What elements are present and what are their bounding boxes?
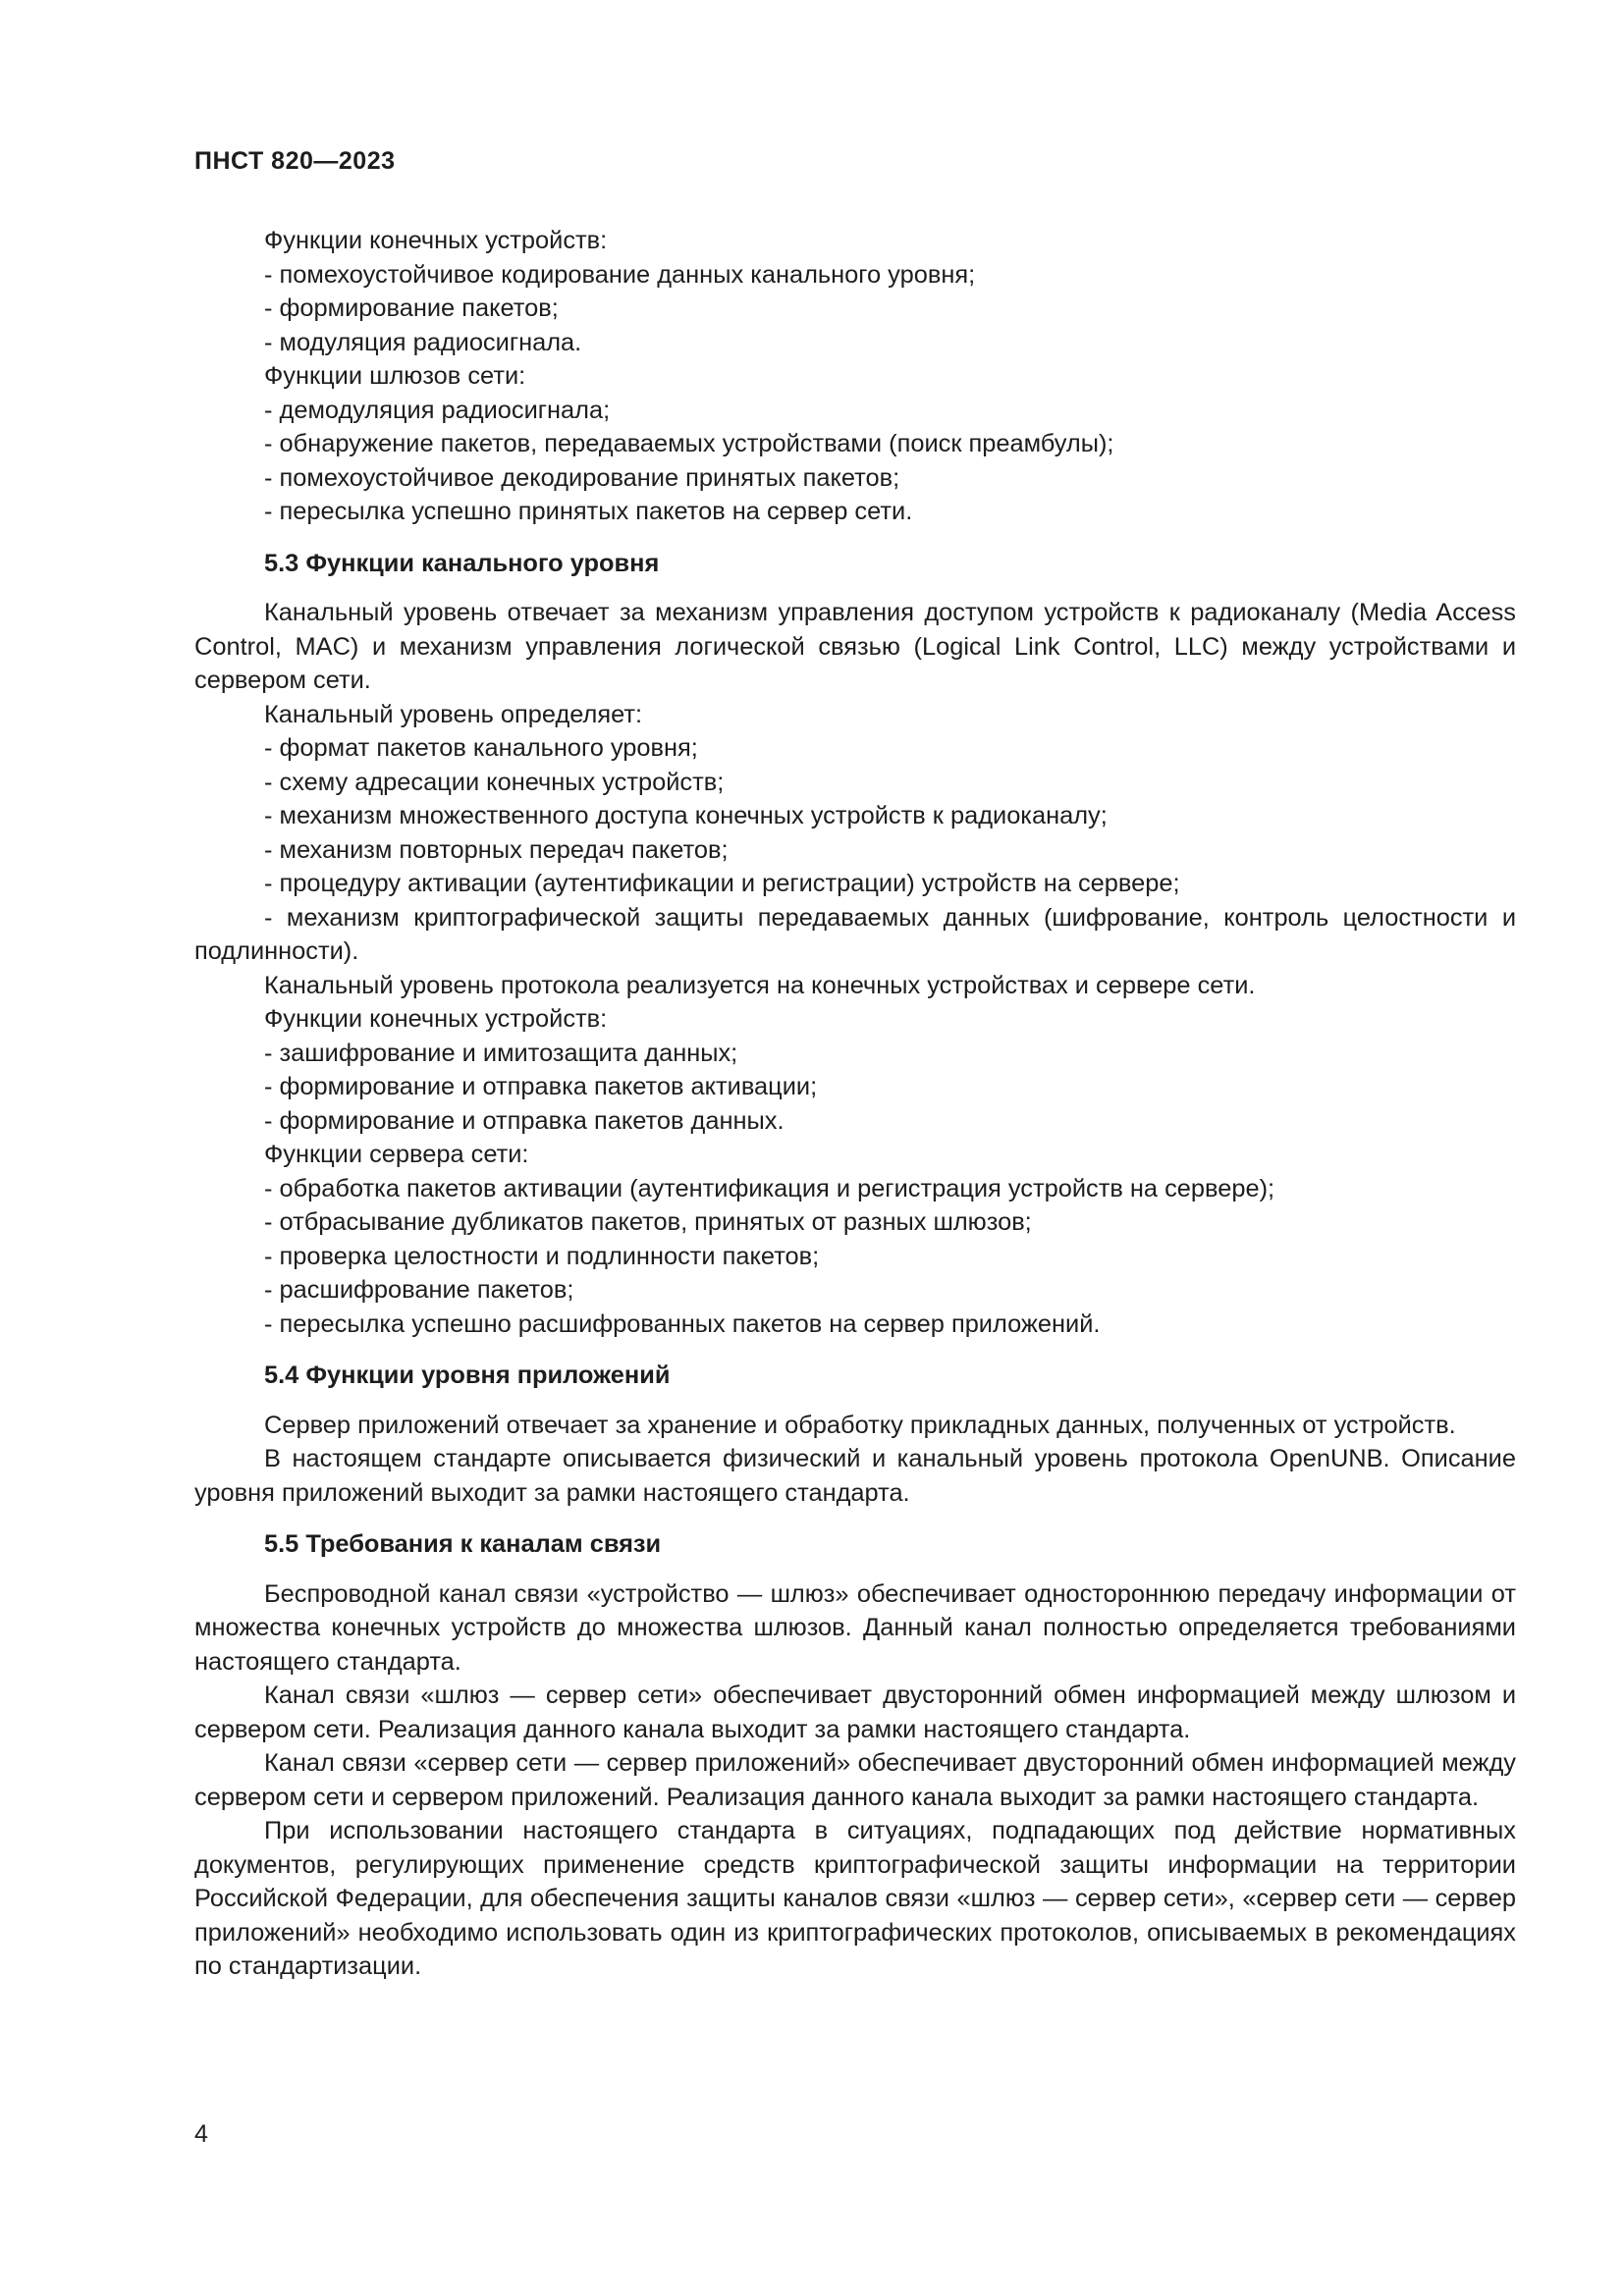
list-item: - формат пакетов канального уровня; <box>264 734 698 762</box>
section-heading-5-3: 5.3 Функции канального уровня <box>264 549 660 577</box>
list-item: - модуляция радиосигнала. <box>264 328 582 356</box>
gateways-functions-title: Функции шлюзов сети: <box>264 362 526 390</box>
list-item: - пересылка успешно расшифрованных пакетов на сервер приложений. <box>264 1309 1101 1338</box>
list-item: - механизм криптографической защиты передаваемых данных (шифрование, контроль целостности и подлинности). <box>194 903 1516 965</box>
list-item: - механизм повторных передач пакетов; <box>264 835 729 864</box>
list-item: - формирование и отправка пакетов данных. <box>264 1106 785 1135</box>
paragraph: В настоящем стандарте описывается физический и канальный уровень протокола OpenUNB. Описание уровня приложений выходит за рамки настоящего стандарта. <box>194 1445 1516 1507</box>
list-item: - помехоустойчивое кодирование данных канального уровня; <box>264 260 976 289</box>
list-item: - формирование пакетов; <box>264 294 559 322</box>
list-item: - проверка целостности и подлинности пакетов; <box>264 1242 820 1270</box>
list-item: - процедуру активации (аутентификации и регистрации) устройств на сервере; <box>264 870 1180 897</box>
list-item: - формирование и отправка пакетов активации; <box>264 1073 818 1100</box>
paragraph: Канальный уровень определяет: <box>264 700 643 728</box>
page-number: 4 <box>194 2120 208 2148</box>
section-heading-5-4: 5.4 Функции уровня приложений <box>264 1362 671 1389</box>
paragraph: Канальный уровень протокола реализуется на конечных устройствах и сервере сети. <box>264 971 1256 999</box>
document-body <box>194 224 1516 1984</box>
paragraph: Сервер приложений отвечает за хранение и обработку прикладных данных, полученных от устройств. <box>264 1411 1456 1439</box>
paragraph: Функции конечных устройств: <box>264 1005 608 1033</box>
paragraph: При использовании настоящего стандарта в ситуациях, подпадающих под действие нормативных документов, регулирующих применение средств криптографической защиты информации на территории Российской Федерации, для обеспечения защиты каналов связи «шлюз — сервер сети», «сервер сети — сервер приложений» необходимо использовать один из криптографических протоколов, описываемых в рекомендациях по стандартизации. <box>194 1817 1516 1980</box>
paragraph: Канальный уровень отвечает за механизм управления доступом устройств к радиоканалу (Media Access Control, MAC) и механизм управления логической связью (Logical Link Control, LLC) между устройствами и сервером сети. <box>194 599 1516 694</box>
list-item: - обработка пакетов активации (аутентификация и регистрация устройств на сервере); <box>264 1174 1275 1202</box>
paragraph: Функции сервера сети: <box>264 1141 529 1168</box>
list-item: - схему адресации конечных устройств; <box>264 768 725 796</box>
list-item: - демодуляция радиосигнала; <box>264 396 611 424</box>
list-item: - механизм множественного доступа конечных устройств к радиоканалу; <box>264 802 1108 829</box>
paragraph: Беспроводной канал связи «устройство — шлюз» обеспечивает одностороннюю передачу информации от множества конечных устройств до множества шлюзов. Данный канал полностью определяется требованиями настоящего стандарта. <box>194 1579 1516 1676</box>
paragraph: Канал связи «шлюз — сервер сети» обеспечивает двусторонний обмен информацией между шлюзом и сервером сети. Реализация данного канала выходит за рамки настоящего стандарта. <box>194 1682 1516 1743</box>
document-code-header: ПНСТ 820—2023 <box>194 147 396 175</box>
section-heading-5-5: 5.5 Требования к каналам связи <box>264 1530 662 1558</box>
list-item: - расшифрование пакетов; <box>264 1276 574 1304</box>
list-item: - обнаружение пакетов, передаваемых устройствами (поиск преамбулы); <box>264 430 1114 457</box>
list-item: - отбрасывание дубликатов пакетов, принятых от разных шлюзов; <box>264 1208 1032 1236</box>
list-item: - зашифрование и имитозащита данных; <box>264 1039 738 1067</box>
devices-functions-title: Функции конечных устройств: <box>264 227 608 254</box>
list-item: - пересылка успешно принятых пакетов на сервер сети. <box>264 498 913 525</box>
list-item: - помехоустойчивое декодирование принятых пакетов; <box>264 463 900 492</box>
paragraph: Канал связи «сервер сети — сервер приложений» обеспечивает двусторонний обмен информацией между сервером сети и сервером приложений. Реализация данного канала выходит за рамки настоящего стандарта. <box>194 1749 1516 1811</box>
